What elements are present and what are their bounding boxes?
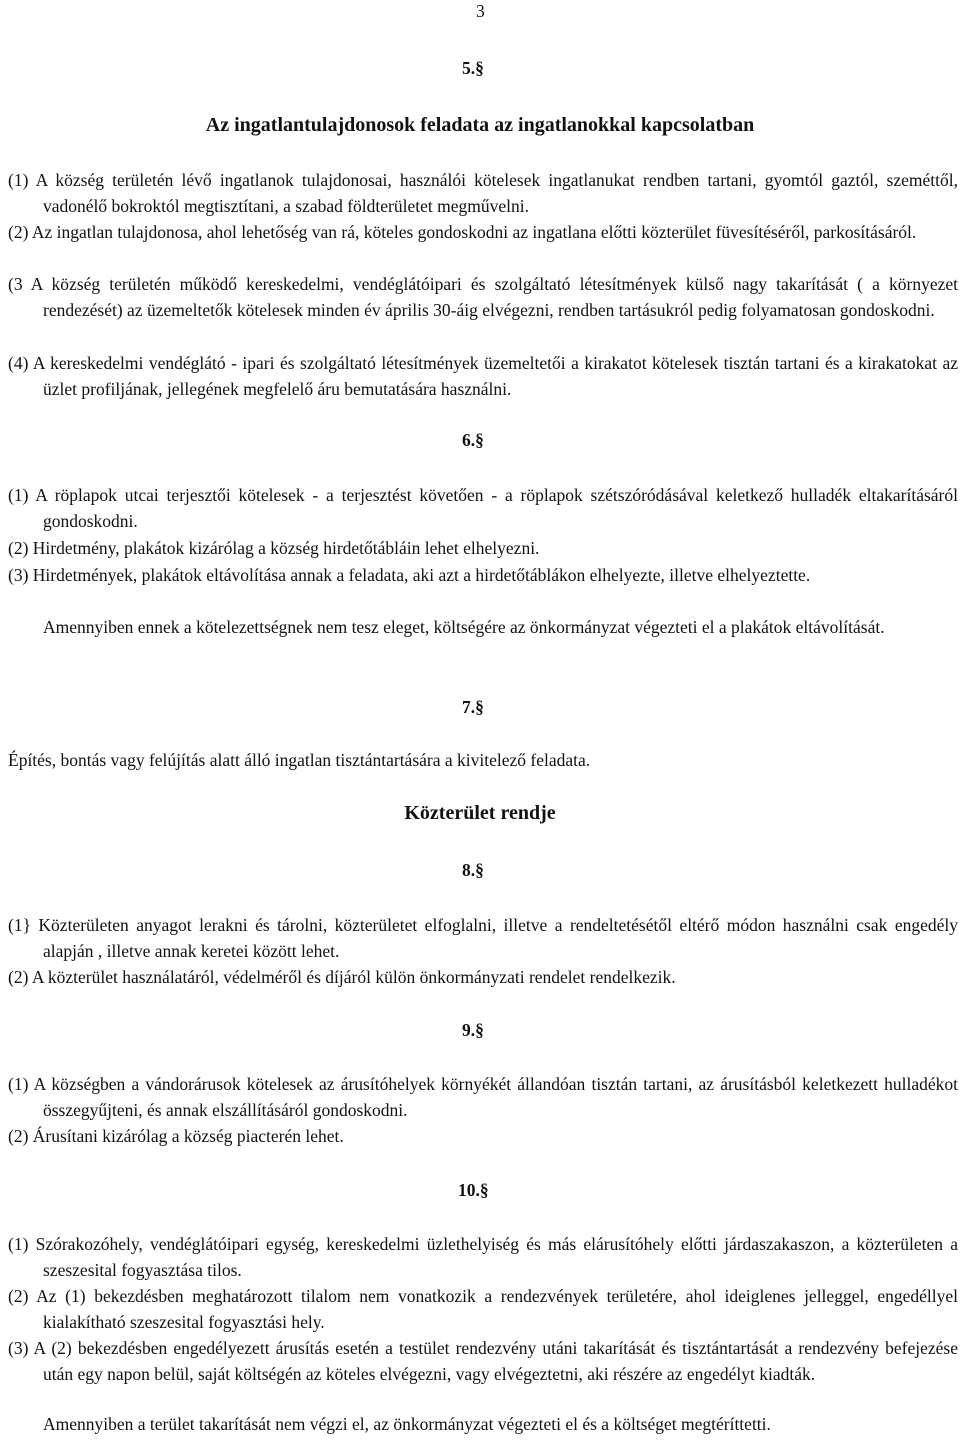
section-number-7: 7.§ [462, 697, 484, 717]
section-number-9: 9.§ [462, 1020, 484, 1040]
paragraph-5-2: (2) Az ingatlan tulajdonosa, ahol lehetőség van rá, köteles gondoskodni az ingatlana előtti közterület füvesítéséről, parkosításáról. [8, 222, 917, 242]
section-number-8: 8.§ [462, 860, 484, 880]
paragraph-6-3: (3) Hirdetmények, plakátok eltávolítása annak a feladata, aki azt a hirdetőtáblákon elhelyezte, illetve elhelyeztette. [8, 565, 811, 585]
paragraph-5-1: (1) A község területén lévő ingatlanok tulajdonosai, használói kötelesek ingatlanukat rendben tartani, gyomtól gaztól, szeméttől, vadonélő bokroktól megtisztítani, a szabad földterületet megművelni. [8, 170, 958, 216]
paragraph-9-2: (2) Árusítani kizárólag a község piacterén lehet. [8, 1126, 344, 1146]
section-number-5: 5.§ [462, 58, 484, 78]
paragraph-8-1: (1} Közterületen anyagot lerakni és tárolni, közterületet elfoglalni, illetve a rendeltetésétől eltérő módon használni csak engedély alapján , illetve annak keretei között lehet. [8, 915, 958, 961]
section-number-6: 6.§ [462, 430, 484, 450]
section-number-10: 10.§ [458, 1180, 489, 1200]
paragraph-8-2: (2) A közterület használatáról, védelméről és díjáról külön önkormányzati rendelet rendelkezik. [8, 967, 676, 987]
paragraph-10-1: (1) Szórakozóhely, vendéglátóipari egység, kereskedelmi üzlethelyiség és más elárusítóhely előtti járdaszakaszon, a közterületen a szeszesital fogyasztása tilos. [8, 1234, 958, 1280]
paragraph-6-1: (1) A röplapok utcai terjesztői kötelesek - a terjesztést követően - a röplapok szétszóródásával keletkező hulladék eltakarításáról gondoskodni. [8, 485, 958, 531]
paragraph-10-continuation: Amennyiben a terület takarítását nem végzi el, az önkormányzat végezteti el és a költséget megtéríttetti. [43, 1414, 771, 1434]
section-title-5: Az ingatlantulajdonosok feladata az ingatlanokkal kapcsolatban [205, 114, 755, 136]
paragraph-5-4: (4) A kereskedelmi vendéglátó - ipari és szolgáltató létesítmények üzemeltetői a kirakatot kötelesek tisztán tartani és a kirakatokat az üzlet profiljának, jellegének megfelelő áru bemutatására használni. [8, 353, 958, 399]
paragraph-10-3: (3) A (2) bekezdésben engedélyezett árusítás esetén a testület rendezvény utáni takarítását és tisztántartását a rendezvény befejezése után egy napon belül, saját költségén az köteles elvégezni, vagy elvégeztetni, aki részére az engedélyt kiadták. [8, 1338, 958, 1384]
paragraph-10-2: (2) Az (1) bekezdésben meghatározott tilalom nem vonatkozik a rendezvények területére, ahol ideiglenes jelleggel, engedéllyel kialakítható szeszesital fogyasztási hely. [8, 1286, 958, 1332]
paragraph-6-continuation: Amennyiben ennek a kötelezettségnek nem tesz eleget, költségére az önkormányzat végezteti el a plakátok eltávolítását. [43, 617, 885, 637]
heading-kozterulet-rendje: Közterület rendje [404, 802, 556, 824]
page-number: 3 [476, 1, 485, 21]
paragraph-7-1: Építés, bontás vagy felújítás alatt álló ingatlan tisztántartására a kivitelező feladata. [8, 750, 591, 770]
paragraph-5-3: (3 A község területén működő kereskedelmi, vendéglátóipari és szolgáltató létesítmények külső nagy takarítását ( a környezet rendezését) az üzemeltetők kötelesek minden év április 30-áig elvégezni, rendben tartásukról pedig folyamatosan gondoskodni. [8, 274, 958, 320]
paragraph-9-1: (1) A községben a vándorárusok kötelesek az árusítóhelyek környékét állandóan tisztán tartani, az árusításból keletkezett hulladékot összegyűjteni, és annak elszállításáról gondoskodni. [8, 1074, 958, 1120]
paragraph-6-2: (2) Hirdetmény, plakátok kizárólag a község hirdetőtábláin lehet elhelyezni. [8, 538, 540, 558]
